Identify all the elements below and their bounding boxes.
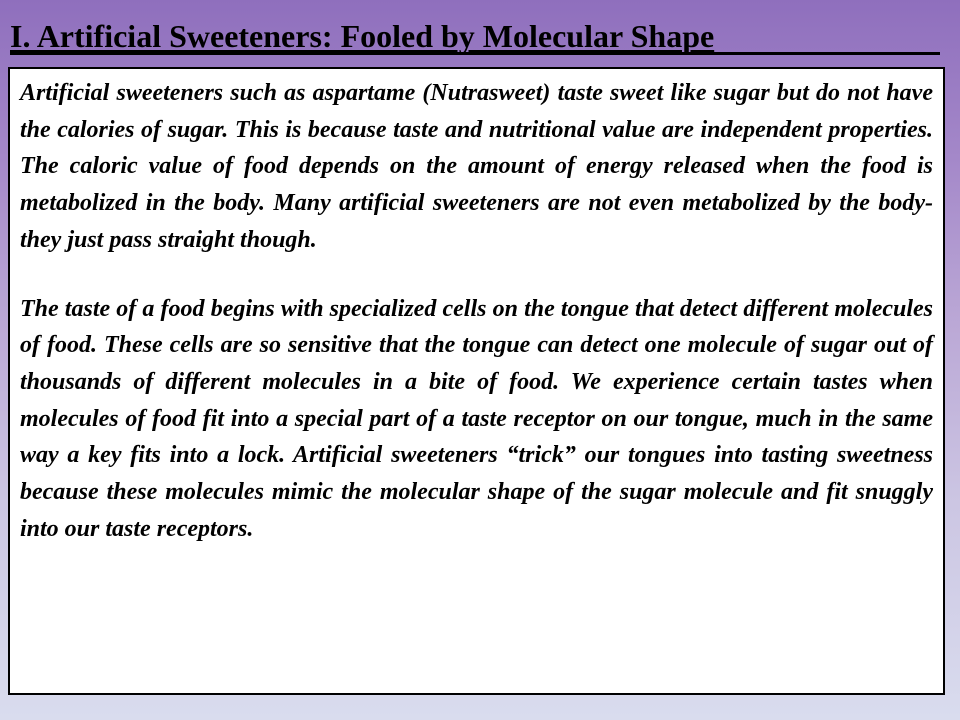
slide-title-text: I. Artificial Sweeteners: Fooled by Molecular Shape [10, 18, 715, 54]
paragraph-2: The taste of a food begins with specialized cells on the tongue that detect different molecules of food. These cells are so sensitive that the tongue can detect one molecule of sugar out of thousands of different molecules in a bite of food. We experience certain tastes when molecules of food fit into a special part of a taste receptor on our tongue, much in the same way a key fits into a lock. Artificial sweeteners “trick” our tongues into tasting sweetness because these molecules mimic the molecular shape of the sugar molecule and fit snuggly into our taste receptors. [20, 295, 933, 542]
content-box [8, 67, 945, 695]
slide-title [10, 16, 940, 55]
paragraph-1: Artificial sweeteners such as aspartame (Nutrasweet) taste sweet like sugar but do not have the calories of sugar. This is because taste and nutritional value are independent properties. The caloric value of food depends on the amount of energy released when the food is metabolized in the body. Many artificial sweeteners are not even metabolized by the body- they just pass straight though. [20, 80, 933, 253]
